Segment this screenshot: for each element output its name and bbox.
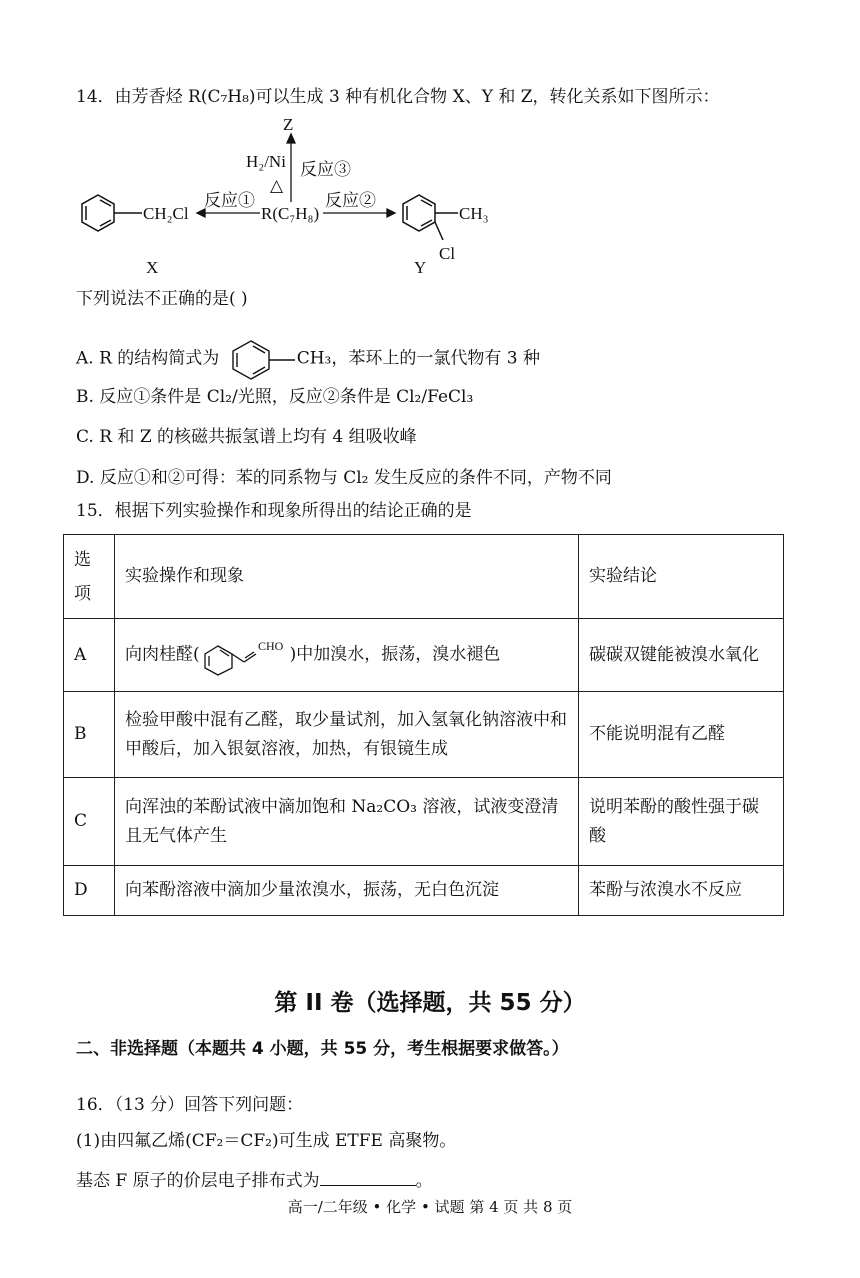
q14-question: 下列说法不正确的是( ) <box>76 289 248 309</box>
answer-blank[interactable] <box>320 1169 416 1186</box>
reaction2-label: 反应② <box>325 191 376 210</box>
row-b-conclusion: 不能说明混有乙醛 <box>579 692 784 778</box>
option-d: D. 反应①和②可得：苯的同系物与 Cl₂ 发生反应的条件不同，产物不同 <box>76 468 612 488</box>
row-d-conclusion: 苯酚与浓溴水不反应 <box>579 866 784 916</box>
q16-stem: 16．（13 分）回答下列问题： <box>76 1095 304 1115</box>
toluene-ring-icon <box>225 337 297 381</box>
row-a-conclusion: 碳碳双键能被溴水氧化 <box>579 619 784 692</box>
table-row <box>64 866 784 916</box>
option-c: C. R 和 Z 的核磁共振氢谱上均有 4 组吸收峰 <box>76 427 417 447</box>
row-d-operation: 向苯酚溶液中滴加少量浓溴水，振荡，无白色沉淀 <box>115 866 579 916</box>
option-a-group: CH₃ <box>296 348 332 369</box>
option-a-post: ，苯环上的一氯代物有 3 种 <box>331 348 540 369</box>
reaction1-label: 反应① <box>204 191 255 210</box>
arrow-up-icon <box>287 134 295 202</box>
q16-question-pre: 基态 F 原子的价层电子排布式为 <box>76 1171 320 1191</box>
q16-sub1-question <box>76 1169 433 1192</box>
y-methyl: CH₃ <box>459 204 489 223</box>
header-conclusion: 实验结论 <box>579 535 784 619</box>
header-option: 选项 <box>64 535 115 619</box>
row-a-option: A <box>64 619 115 692</box>
q16-question-post: 。 <box>415 1171 433 1191</box>
table-row <box>64 619 784 692</box>
y-cl: Cl <box>439 244 456 263</box>
arrow-right-icon <box>323 209 395 217</box>
header-operation: 实验操作和现象 <box>115 535 579 619</box>
benzene-ring-y-icon <box>403 195 458 240</box>
row-c-option: C <box>64 778 115 866</box>
reaction-scheme <box>60 110 580 285</box>
row-a-op-pre: 向肉桂醛( <box>125 644 200 665</box>
page-footer: 高一/二年级 • 化学 • 试题 第 4 页 共 8 页 <box>287 1198 573 1216</box>
reaction3-label: 反应③ <box>300 160 351 179</box>
q14-stem: 14．由芳香烃 R(C₇H₈)可以生成 3 种有机化合物 X、Y 和 Z，转化关系如下图所示： <box>76 87 720 107</box>
benzene-ring-icon <box>82 195 142 231</box>
table-header-row <box>64 535 784 619</box>
z-label: Z <box>283 115 294 134</box>
x-group: CH₂Cl <box>143 204 189 223</box>
x-label: X <box>146 258 159 277</box>
row-a-cho: CHO <box>257 639 283 653</box>
option-a-pre: A. R 的结构简式为 <box>76 348 220 369</box>
experiment-table <box>63 534 784 916</box>
table-row <box>64 778 784 866</box>
part2-title: 第 II 卷（选择题，共 55 分） <box>274 990 586 1016</box>
row-b-operation: 检验甲酸中混有乙醛，取少量试剂，加入氢氧化钠溶液中和甲酸后，加入银氨溶液，加热，有银镜生成 <box>115 692 579 778</box>
option-b: B. 反应①条件是 Cl₂/光照，反应②条件是 Cl₂/FeCl₃ <box>76 387 474 407</box>
arrow-left-icon <box>197 209 260 217</box>
row-a-op-post: )中加溴水，振荡，溴水褪色 <box>289 644 501 665</box>
r-label: R(C₇H₈) <box>261 204 320 223</box>
table-row <box>64 692 784 778</box>
heat-label: △ <box>270 176 284 195</box>
cinnamaldehyde-icon <box>200 634 290 676</box>
row-c-conclusion: 说明苯酚的酸性强于碳酸 <box>579 778 784 866</box>
y-label: Y <box>414 258 427 277</box>
cond3-label: H₂/Ni <box>246 152 286 171</box>
row-a-operation <box>115 619 579 692</box>
row-c-operation: 向浑浊的苯酚试液中滴加饱和 Na₂CO₃ 溶液，试液变澄清且无气体产生 <box>115 778 579 866</box>
q16-sub1: (1)由四氟乙烯(CF₂＝CF₂)可生成 ETFE 高聚物。 <box>76 1131 457 1151</box>
row-d-option: D <box>64 866 115 916</box>
row-b-option: B <box>64 692 115 778</box>
option-a <box>76 337 540 381</box>
part2-subtitle: 二、非选择题（本题共 4 小题，共 55 分，考生根据要求做答。） <box>76 1039 569 1059</box>
q15-stem: 15．根据下列实验操作和现象所得出的结论正确的是 <box>76 501 472 521</box>
